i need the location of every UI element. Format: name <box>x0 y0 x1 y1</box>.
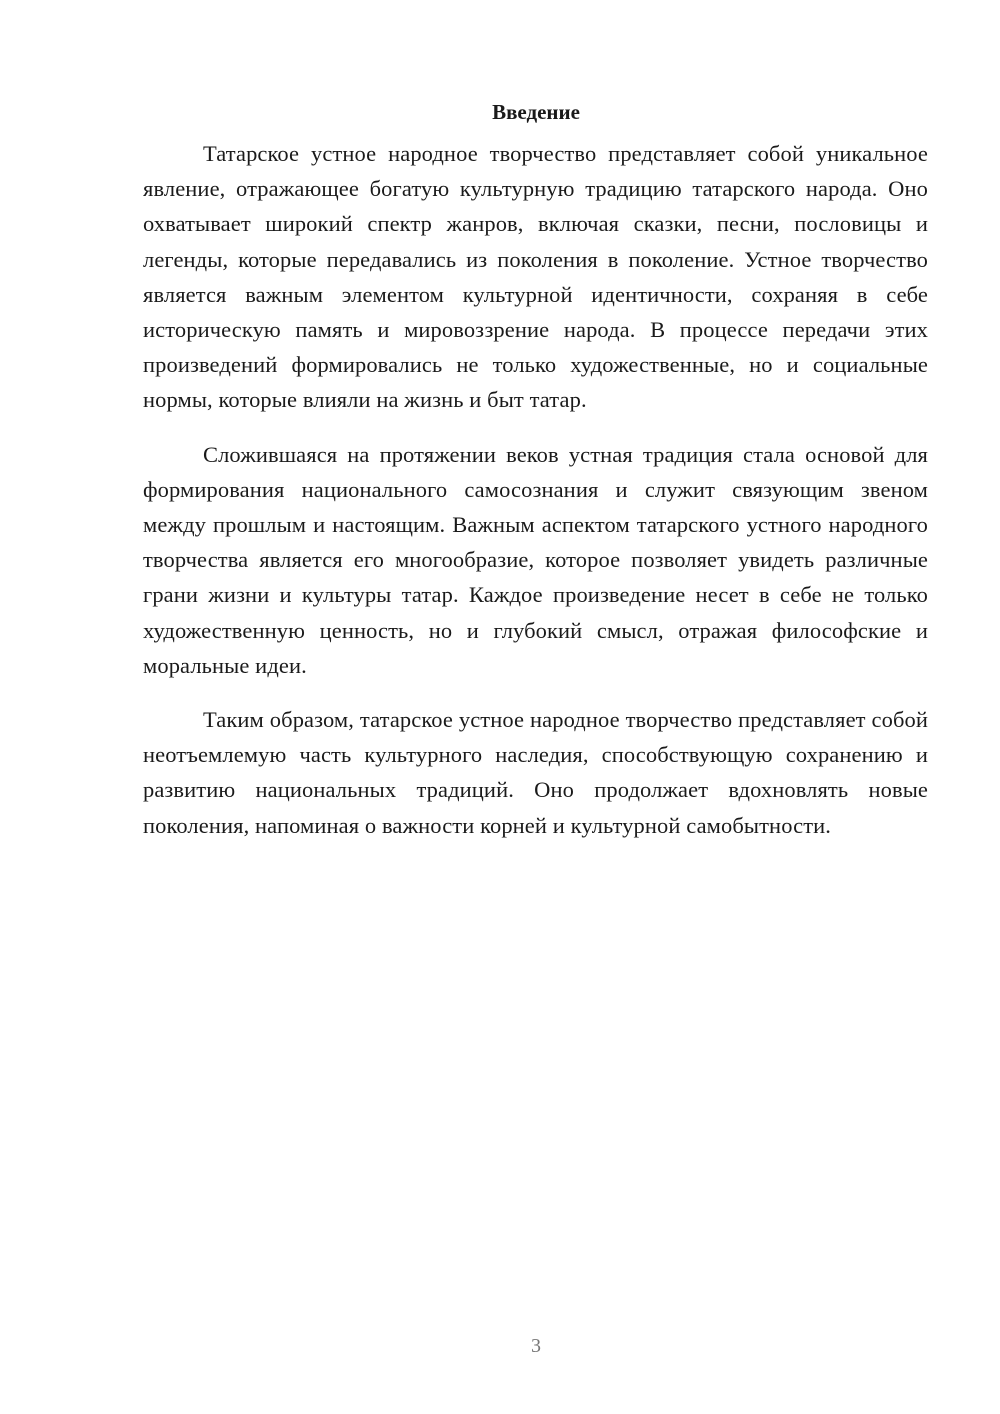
paragraph-2: Сложившаяся на протяжении веков устная традиция стала основой для формирования национального самосознания и служит связующим звеном между прошлым и настоящим. Важным аспектом татарского устного народного творчества является его многообразие, которое позволяет увидеть различные грани жизни и культуры татар. Каждое произведение несет в себе не только художественную ценность, но и глубокий смысл, отражая философские и моральные идеи. <box>143 441 928 678</box>
page-content <box>143 95 928 862</box>
paragraph-1: Татарское устное народное творчество представляет собой уникальное явление, отражающее богатую культурную традицию татарского народа. Оно охватывает широкий спектр жанров, включая сказки, песни, пословицы и легенды, которые передавались из поколения в поколение. Устное творчество является важным элементом культурной идентичности, сохраняя в себе историческую память и мировоззрение народа. В процессе передачи этих произведений формировались не только художественные, но и социальные нормы, которые влияли на жизнь и быт татар. <box>143 141 928 413</box>
page-number: 3 <box>531 1335 541 1357</box>
paragraph-3: Таким образом, татарское устное народное творчество представляет собой неотъемлемую часть культурного наследия, способствующую сохранению и развитию национальных традиций. Оно продолжает вдохновлять новые поколения, напоминая о важности корней и культурной самобытности. <box>143 707 928 838</box>
section-heading: Введение <box>492 100 580 124</box>
